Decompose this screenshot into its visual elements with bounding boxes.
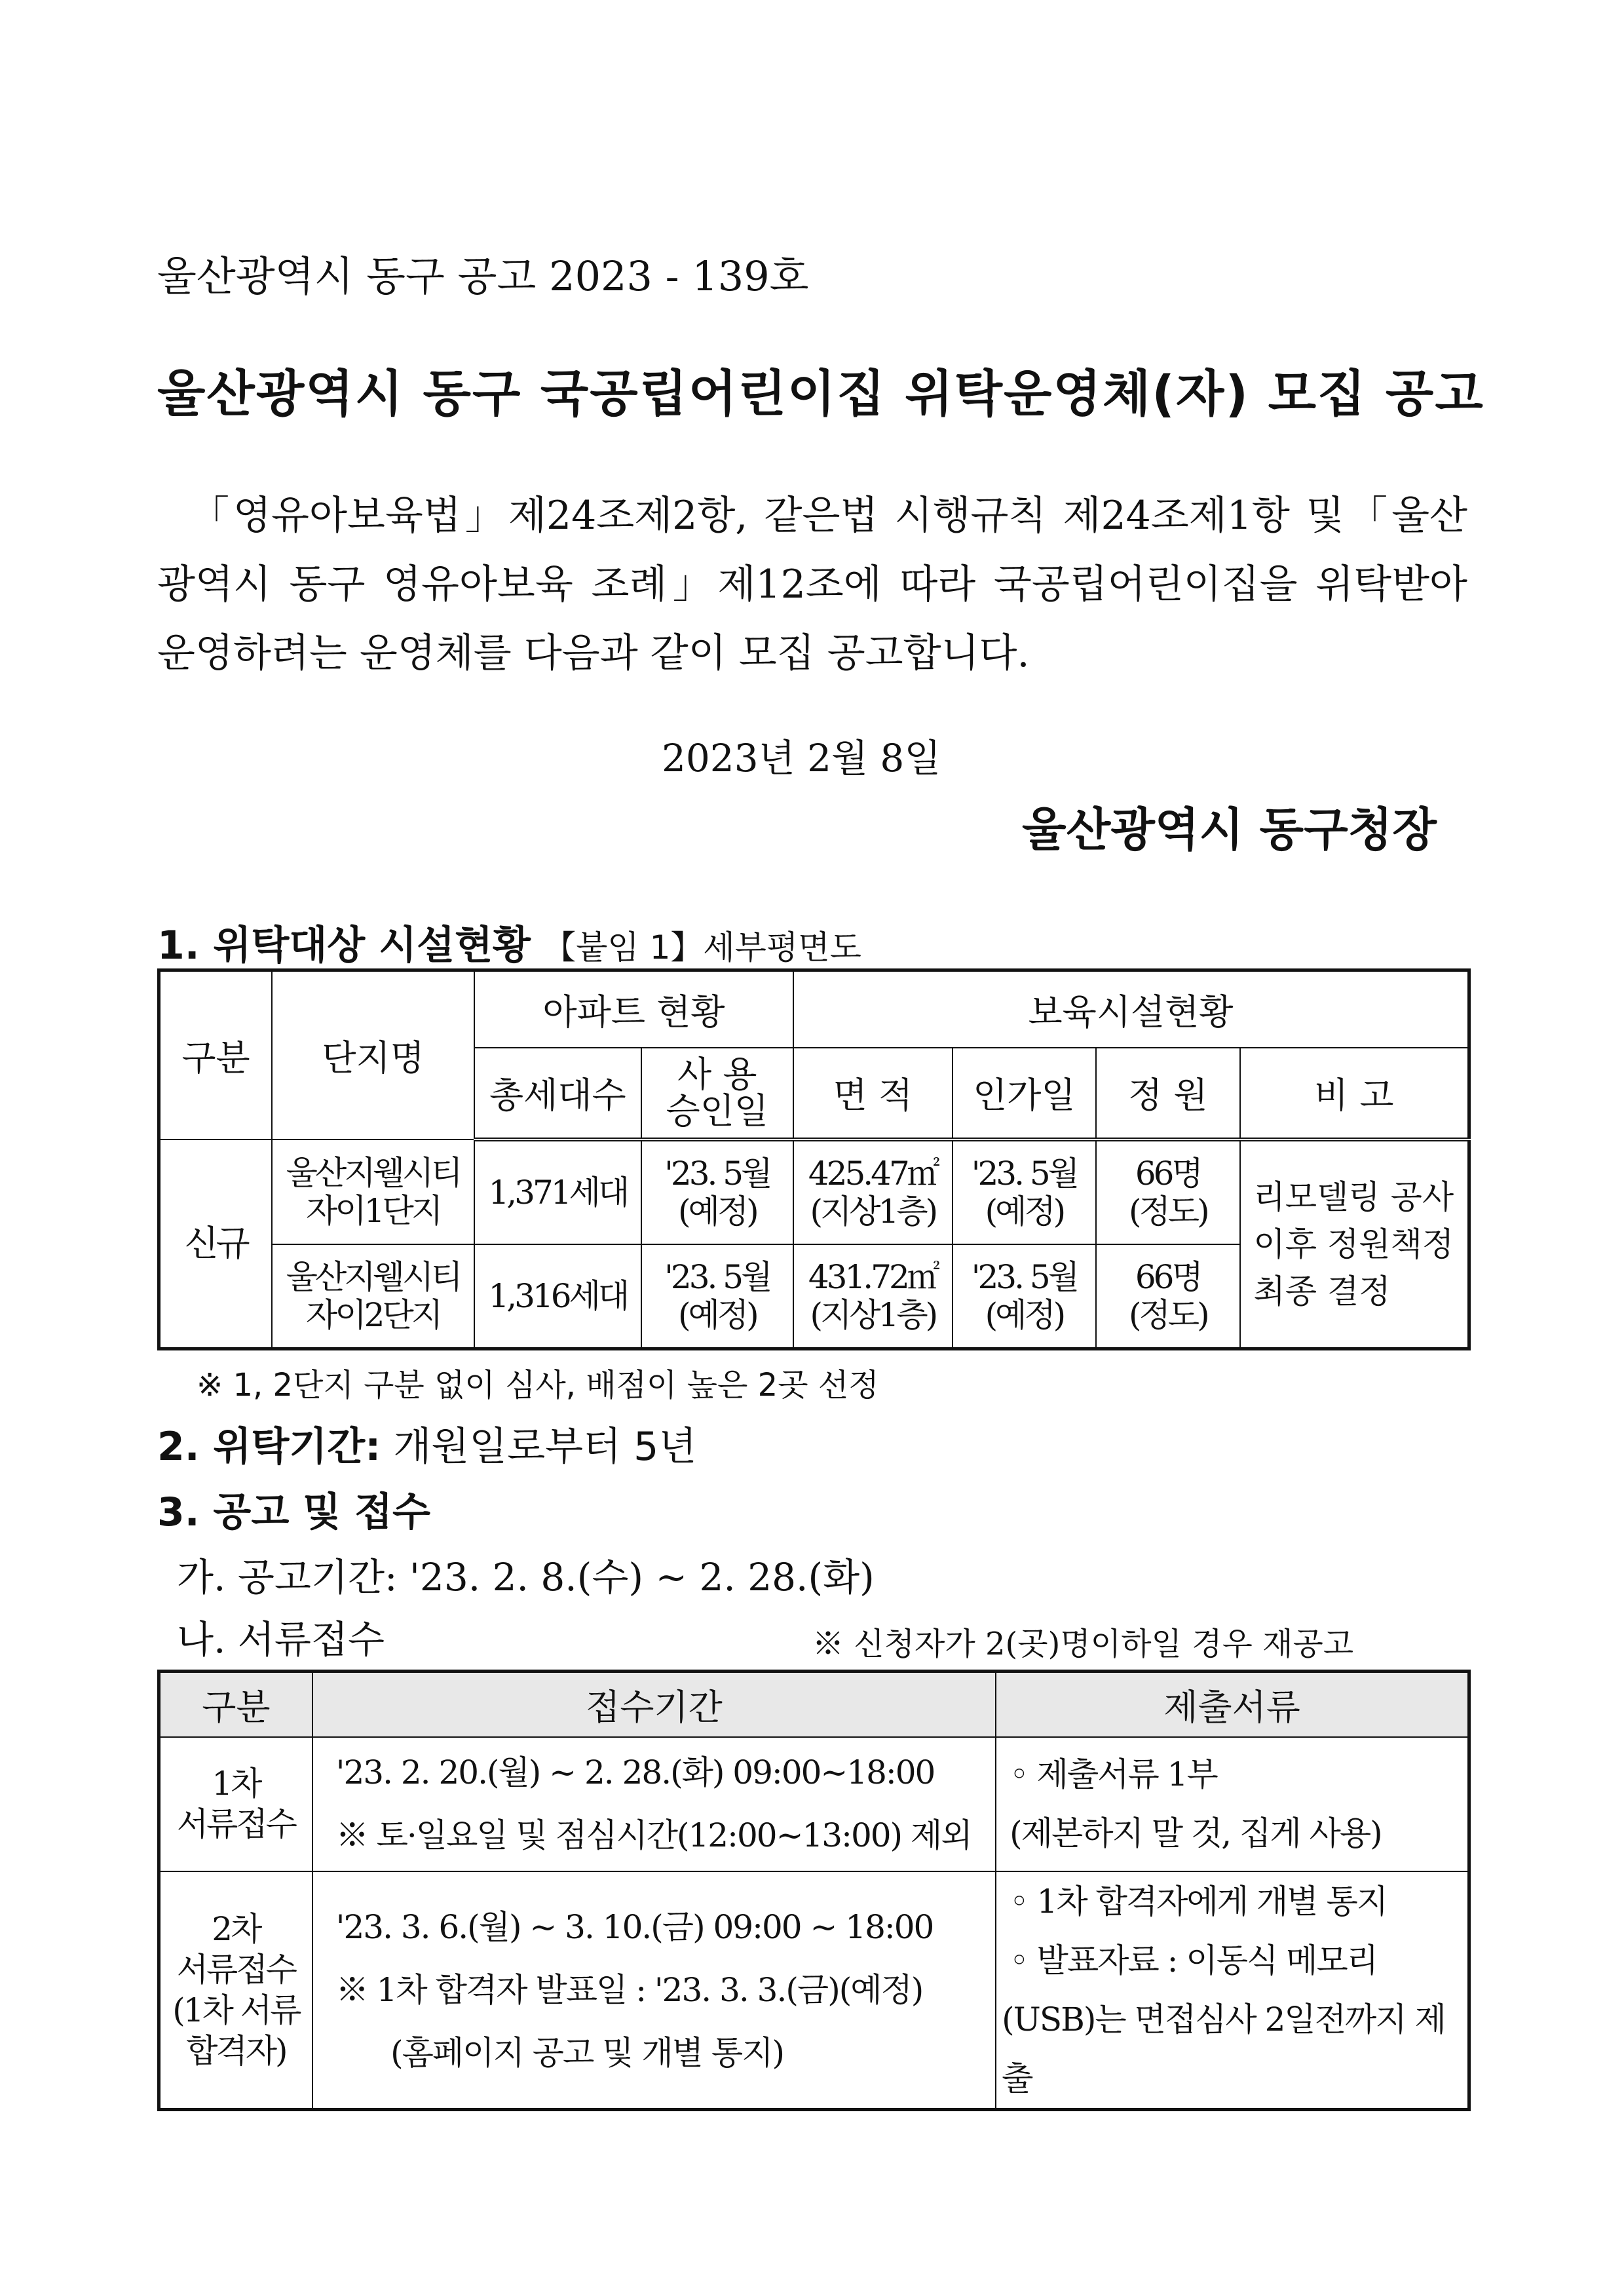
notice-date: 2023년 2월 8일 <box>662 736 941 780</box>
label-line: 1차 <box>212 1765 261 1803</box>
license-cell <box>953 1139 1096 1244</box>
header-complex: 단지명 <box>272 970 474 1139</box>
category-cell: 신규 <box>159 1139 273 1349</box>
intro-paragraph: 「영유아보육법」제24조제2항, 같은법 시행규칙 제24조제1항 및「울산광역시 동구 영유아보육 조례」제12조에 따라 국공립어린이집을 위탁받아 운영하려는 운영체를 다음과 같이 모집 공고합니다. <box>157 493 1467 676</box>
section3-heading <box>157 1481 430 1537</box>
complex-line2: 자이1단지 <box>306 1191 441 1230</box>
approval-line2: (예정) <box>677 1295 757 1334</box>
document-title: 울산광역시 동구 국공립어린이집 위탁운영체(자) 모집 공고 <box>157 364 1484 423</box>
capacity-cell <box>1096 1244 1239 1349</box>
approval-line2: (예정) <box>677 1192 757 1231</box>
table-row <box>159 1139 1469 1244</box>
approval-line1: '23. 5월 <box>664 1154 770 1193</box>
section2-heading <box>157 1415 696 1472</box>
header-period: 접수기간 <box>312 1672 996 1737</box>
approval-line1: '23. 5월 <box>664 1257 770 1296</box>
section1-title: 1. 위탁대상 시설현황 <box>157 923 531 968</box>
area-line2: (지상1층) <box>810 1295 936 1334</box>
period-line: ※ 1차 합격자 발표일 : '23. 3. 3.(금)(예정) <box>335 1970 923 2009</box>
submission-table <box>157 1670 1471 2111</box>
complex-cell <box>272 1139 474 1244</box>
label-line: 서류접수 <box>176 1805 295 1843</box>
households-cell: 1,371세대 <box>474 1139 641 1244</box>
license-cell <box>953 1244 1096 1349</box>
table-row <box>159 1871 1469 2110</box>
section1-note: ※ 1, 2단지 구분 없이 심사, 배점이 높은 2곳 선정 <box>197 1367 879 1404</box>
license-line1: '23. 5월 <box>971 1154 1078 1193</box>
period-line: '23. 3. 6.(월) ~ 3. 10.(금) 09:00 ~ 18:00 <box>335 1907 934 1946</box>
doc-line: ◦ 제출서류 1부 <box>1010 1755 1217 1793</box>
license-line1: '23. 5월 <box>971 1257 1078 1296</box>
complex-line1: 울산지웰시티 <box>286 1257 461 1296</box>
header-approval-line1: 사 용 <box>677 1053 757 1095</box>
header-capacity: 정 원 <box>1096 1048 1239 1139</box>
remarks-cell: 리모델링 공사 이후 정원책정 최종 결정 <box>1240 1139 1469 1349</box>
readvertise-note: ※ 신청자가 2(곳)명이하일 경우 재공고 <box>812 1626 1354 1662</box>
announcement-period: 가. 공고기간: '23. 2. 8.(수) ~ 2. 28.(화) <box>177 1555 875 1599</box>
households-cell: 1,316세대 <box>474 1244 641 1349</box>
round2-label <box>159 1871 312 2110</box>
table-row <box>159 1737 1469 1871</box>
issuer: 울산광역시 동구청장 <box>1022 803 1437 856</box>
area-line1: 431.72㎡ <box>808 1257 937 1296</box>
header-category: 구분 <box>159 1672 312 1737</box>
section1-attachment: 【붙임 1】세부평면도 <box>543 928 861 966</box>
header-facility: 보육시설현황 <box>793 970 1469 1048</box>
header-households: 총세대수 <box>474 1048 641 1139</box>
label-line: 서류접수 <box>176 1950 295 1989</box>
header-license: 인가일 <box>953 1048 1096 1139</box>
header-approval-line2: 승인일 <box>666 1090 769 1132</box>
capacity-line2: (정도) <box>1128 1295 1207 1334</box>
label-line: 합격자) <box>186 2031 286 2070</box>
period-line: '23. 2. 20.(월) ~ 2. 28.(화) 09:00~18:00 <box>335 1753 935 1791</box>
area-cell <box>793 1139 953 1244</box>
period-line: (홈페이지 공고 및 개별 통지) <box>335 2033 784 2072</box>
capacity-line1: 66명 <box>1135 1257 1201 1296</box>
section1-heading <box>157 914 861 970</box>
header-area: 면 적 <box>793 1048 953 1139</box>
round1-label <box>159 1737 312 1871</box>
capacity-line1: 66명 <box>1135 1154 1201 1193</box>
document-submission-heading: 나. 서류접수 <box>177 1617 385 1662</box>
section3-title: 3. 공고 및 접수 <box>157 1489 431 1535</box>
capacity-cell <box>1096 1139 1239 1244</box>
area-line2: (지상1층) <box>810 1192 936 1231</box>
complex-line2: 자이2단지 <box>306 1295 441 1334</box>
header-apartment: 아파트 현황 <box>474 970 793 1048</box>
license-line2: (예정) <box>985 1295 1064 1334</box>
area-line1: 425.47㎡ <box>808 1154 937 1193</box>
notice-number: 울산광역시 동구 공고 2023 - 139호 <box>157 252 809 300</box>
capacity-line2: (정도) <box>1128 1192 1207 1231</box>
doc-line: ◦ 1차 합격자에게 개별 통지 <box>1010 1882 1388 1921</box>
period-line: ※ 토·일요일 및 점심시간(12:00~13:00) 제외 <box>335 1816 972 1854</box>
section2-value: 개원일로부터 5년 <box>393 1424 697 1470</box>
header-category: 구분 <box>159 970 273 1139</box>
approval-cell <box>641 1139 793 1244</box>
round2-period <box>312 1871 996 2110</box>
license-line2: (예정) <box>985 1192 1064 1231</box>
area-cell <box>793 1244 953 1349</box>
doc-line: (제본하지 말 것, 집게 사용) <box>1010 1814 1382 1852</box>
doc-line: (USB)는 면접심사 2일전까지 제출 <box>1002 2000 1445 2097</box>
header-documents: 제출서류 <box>996 1672 1469 1737</box>
round1-period <box>312 1737 996 1871</box>
label-line: (1차 서류 <box>172 1991 300 2029</box>
header-approval <box>641 1048 793 1139</box>
header-remarks: 비 고 <box>1240 1048 1469 1139</box>
complex-cell <box>272 1244 474 1349</box>
round2-documents <box>996 1871 1469 2110</box>
complex-line1: 울산지웰시티 <box>286 1153 461 1192</box>
approval-cell <box>641 1244 793 1349</box>
facility-table <box>157 968 1471 1350</box>
round1-documents <box>996 1737 1469 1871</box>
label-line: 2차 <box>212 1909 261 1948</box>
doc-line: ◦ 발표자료 : 이동식 메모리 <box>1010 1941 1378 1980</box>
section2-title: 2. 위탁기간: <box>157 1424 381 1470</box>
